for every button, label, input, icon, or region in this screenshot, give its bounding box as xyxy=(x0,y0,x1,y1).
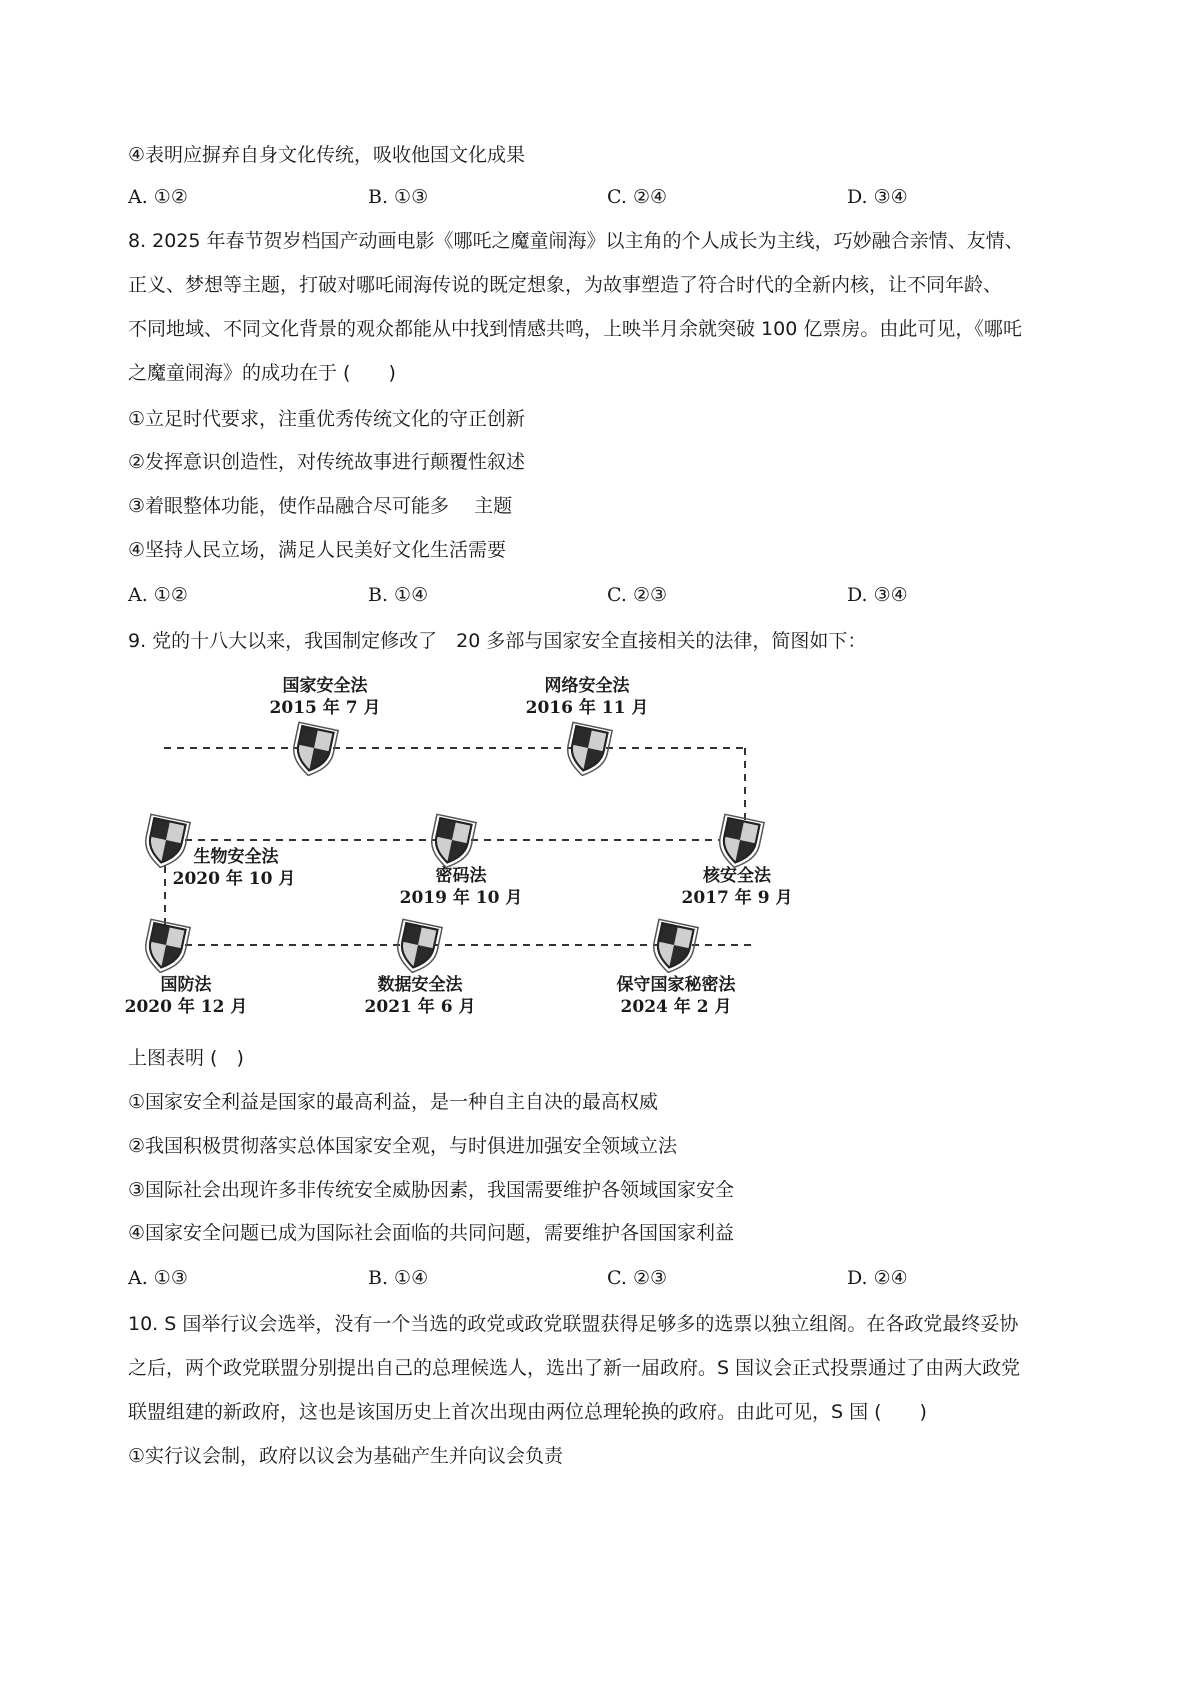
law-date-cybersecurity: 2016 年 11 月 xyxy=(525,698,649,718)
shield-icon xyxy=(427,814,477,871)
q7-option-b[interactable]: B. ①③ xyxy=(368,186,429,208)
law-name-national-defense: 国防法 xyxy=(160,975,212,995)
q7-option-c[interactable]: C. ②④ xyxy=(607,186,668,208)
q7-statement-4: ④表明应摒弃自身文化传统，吸收他国文化成果 xyxy=(128,144,526,166)
law-date-national-security: 2015 年 7 月 xyxy=(269,698,381,718)
law-name-nuclear-safety: 核安全法 xyxy=(703,866,771,886)
q8-statement-3: ③着眼整体功能，使作品融合尽可能多 主题 xyxy=(128,495,513,517)
q7-option-d[interactable]: D. ③④ xyxy=(847,186,908,208)
q9-statement-1: ①国家安全利益是国家的最高利益，是一种自主自决的最高权威 xyxy=(128,1091,659,1113)
law-name-state-secrets: 保守国家秘密法 xyxy=(616,975,736,995)
q9-statement-2: ②我国积极贯彻落实总体国家安全观，与时俱进加强安全领域立法 xyxy=(128,1135,678,1157)
q8-statement-2: ②发挥意识创造性，对传统故事进行颠覆性叙述 xyxy=(128,451,526,473)
q10-stem-line-1: 10. S 国举行议会选举，没有一个当选的政党或政党联盟获得足够多的选票以独立组阁。在各政党最终妥协 xyxy=(128,1313,1019,1335)
q8-option-b[interactable]: B. ①④ xyxy=(368,584,429,606)
q9-lead: 上图表明 ( ) xyxy=(128,1047,244,1069)
q10-stem-line-2: 之后，两个政党联盟分别提出自己的总理候选人，选出了新一届政府。S 国议会正式投票通过了由两大政党 xyxy=(128,1357,1021,1379)
law-date-data-security: 2021 年 6 月 xyxy=(364,997,476,1017)
shield-icon xyxy=(289,722,339,779)
q9-option-d[interactable]: D. ②④ xyxy=(847,1267,908,1289)
q9-option-b[interactable]: B. ①④ xyxy=(368,1267,429,1289)
shield-icon xyxy=(141,919,191,976)
q8-option-a[interactable]: A. ①② xyxy=(128,584,188,606)
q8-stem-line-2: 正义、梦想等主题，打破对哪吒闹海传说的既定想象，为故事塑造了符合时代的全新内核，让不同年龄、 xyxy=(128,274,1003,296)
q9-statement-3: ③国际社会出现许多非传统安全威胁因素，我国需要维护各领域国家安全 xyxy=(128,1179,735,1201)
shield-icon xyxy=(563,722,613,779)
shield-icon xyxy=(649,919,699,976)
q8-stem-line-3: 不同地域、不同文化背景的观众都能从中找到情感共鸣，上映半月余就突破 100 亿票房。由此可见，《哪吒 xyxy=(128,318,1022,340)
law-name-cybersecurity: 网络安全法 xyxy=(544,676,630,696)
law-name-biosecurity: 生物安全法 xyxy=(193,847,279,867)
q7-option-a[interactable]: A. ①② xyxy=(128,186,188,208)
q9-option-a[interactable]: A. ①③ xyxy=(128,1267,188,1289)
law-date-biosecurity: 2020 年 10 月 xyxy=(172,869,296,889)
q8-statement-1: ①立足时代要求，注重优秀传统文化的守正创新 xyxy=(128,408,526,430)
q8-stem-line-4: 之魔童闹海》的成功在于 ( ) xyxy=(128,362,396,384)
q8-option-c[interactable]: C. ②③ xyxy=(607,584,668,606)
shield-icon xyxy=(393,919,443,976)
law-name-cryptography: 密码法 xyxy=(435,866,487,886)
law-date-state-secrets: 2024 年 2 月 xyxy=(620,997,732,1017)
q9-stem: 9. 党的十八大以来，我国制定修改了 20 多部与国家安全直接相关的法律，简图如下： xyxy=(128,630,867,652)
q10-stem-line-3: 联盟组建的新政府，这也是该国历史上首次出现由两位总理轮换的政府。由此可见，S 国 ( ) xyxy=(128,1401,927,1423)
q9-statement-4: ④国家安全问题已成为国际社会面临的共同问题，需要维护各国国家利益 xyxy=(128,1222,735,1244)
q8-statement-4: ④坚持人民立场，满足人民美好文化生活需要 xyxy=(128,539,507,561)
law-name-national-security: 国家安全法 xyxy=(282,676,368,696)
q10-statement-1: ①实行议会制，政府以议会为基础产生并向议会负责 xyxy=(128,1445,564,1467)
q9-option-c[interactable]: C. ②③ xyxy=(607,1267,668,1289)
law-date-national-defense: 2020 年 12 月 xyxy=(124,997,248,1017)
q8-stem-line-1: 8. 2025 年春节贺岁档国产动画电影《哪吒之魔童闹海》以主角的个人成长为主线，巧妙融合亲情、友情、 xyxy=(128,230,1024,252)
q8-option-d[interactable]: D. ③④ xyxy=(847,584,908,606)
law-date-nuclear-safety: 2017 年 9 月 xyxy=(681,888,793,908)
law-timeline-diagram xyxy=(0,670,1200,1030)
law-name-data-security: 数据安全法 xyxy=(377,975,463,995)
law-date-cryptography: 2019 年 10 月 xyxy=(399,888,523,908)
shield-icon xyxy=(715,814,765,871)
shield-icon xyxy=(141,814,191,871)
